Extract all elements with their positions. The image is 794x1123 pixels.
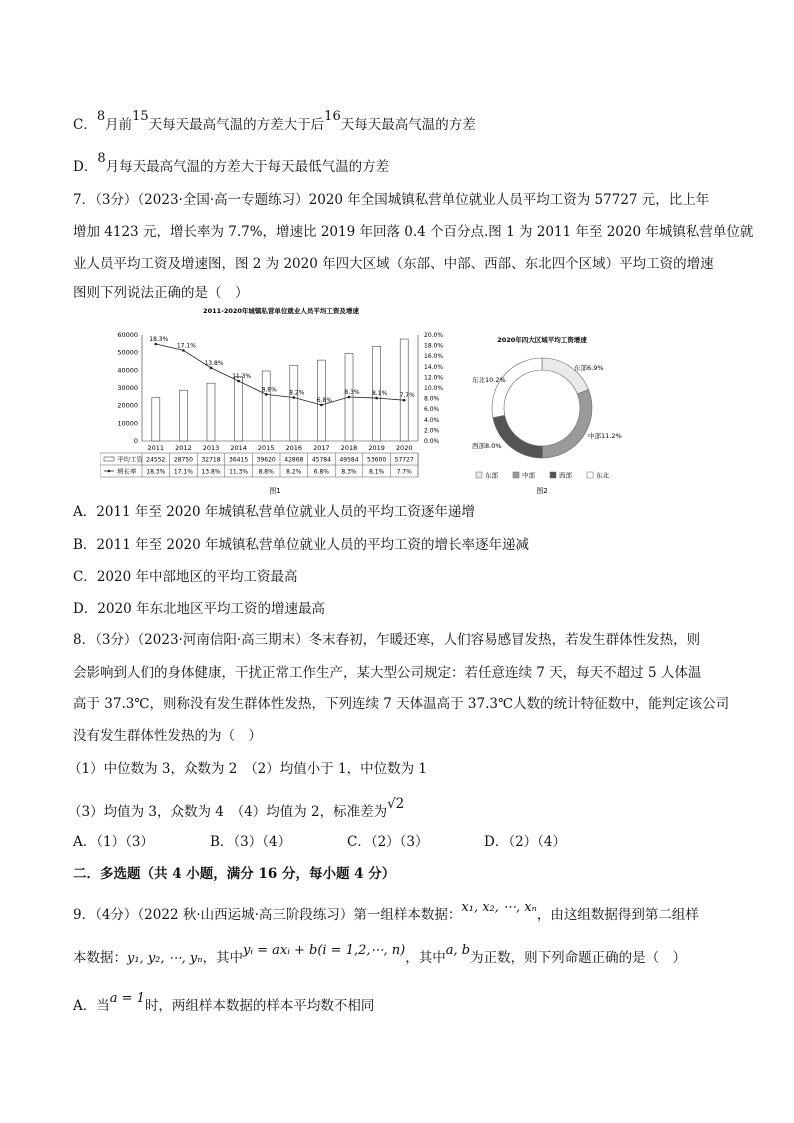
chart-1-category-label: 2011 <box>147 444 165 452</box>
chart-1-growth-label: 8.1% <box>371 390 388 398</box>
chart-1-category-label: 2020 <box>395 444 413 452</box>
section-heading-multiple-choice: 二．多选题（共 4 小题，满分 16 分，每小题 4 分） <box>73 866 396 882</box>
chart-1-caption: 图1 <box>269 487 281 495</box>
chart-1-growth-point <box>348 396 351 399</box>
q8-line-1: 8．（3分）（2023·河南信阳·高三期末）冬末春初，乍暖还寒，人们容易感冒发热，若发生群体性发热，则 <box>73 632 701 648</box>
chart-1-table-cell: 32718 <box>201 456 221 464</box>
q9-line-2: 本数据：y₁, y₂, ⋯, yₙ，其中yᵢ = axᵢ + b(i = 1,2,⋯, n)，其中a, b为正数，则下列命题正确的是（ ） <box>73 943 687 966</box>
chart-1-left-tick: 10000 <box>117 419 138 428</box>
chart-2-title: 2020年四大区域平均工资增速 <box>497 336 587 344</box>
chart-1-table-cell: 39620 <box>256 456 276 464</box>
chart-1-category-label: 2018 <box>340 444 358 452</box>
q8-line-3: 高于 37.3℃，则称没有发生群体性发热，下列连续 7 天体温高于 37.3℃人数的统计特征数中，能判定该公司 <box>73 696 730 712</box>
chart-2-slice-4 <box>492 358 542 418</box>
chart-1-growth-point <box>210 367 213 370</box>
chart-1-category-label: 2017 <box>313 444 330 452</box>
q7-option-d: D．2020 年东北地区平均工资的增速最高 <box>73 601 325 617</box>
chart-2-legend-swatch <box>476 472 482 478</box>
chart-1-right-tick: 14.0% <box>424 363 444 371</box>
chart-2-caption: 图2 <box>536 487 548 495</box>
chart-1-legend-line-dot <box>108 470 111 473</box>
chart-1-right-tick: 18.0% <box>424 342 444 350</box>
q9-option-a: A．当a = 1时，两组样本数据的样本平均数不相同 <box>73 991 375 1014</box>
chart-1-bar-wage <box>290 365 298 441</box>
q8-option-d: D．（2）（4） <box>484 834 567 850</box>
chart-1-table-cell: 57727 <box>394 456 414 464</box>
chart-2-legend-label: 东北 <box>596 471 609 480</box>
chart-1-table-cell: 45784 <box>311 456 331 464</box>
chart-1-bar-wage <box>262 371 270 441</box>
q8-option-b: B．（3）（4） <box>210 834 292 850</box>
chart-1-legend-bar-swatch <box>104 457 114 461</box>
chart-1-growth-label: 8.3% <box>344 389 360 397</box>
chart-2-slice-label: 西部8.0% <box>472 442 502 450</box>
chart-1-title: 2011-2020年城镇私营单位就业人员平均工资及增速 <box>203 307 359 315</box>
chart-1-bar-wage <box>400 339 408 441</box>
chart-1-table-cell: 8.8% <box>258 468 274 476</box>
chart-1-growth-label: 8.8% <box>261 386 277 394</box>
q7-option-a: A．2011 年至 2020 年城镇私营单位就业人员的平均工资逐年递增 <box>73 504 475 520</box>
chart-1-right-tick: 0.0% <box>424 438 440 445</box>
chart-1-left-tick: 40000 <box>117 366 138 375</box>
chart-1-left-tick: 50000 <box>117 348 138 357</box>
sqrt-two: √2 <box>387 796 405 812</box>
q8-options <box>73 832 566 852</box>
q7-line-4: 图则下列说法正确的是（ ） <box>73 285 249 301</box>
q6-option-c: C．8月前15天每天最高气温的方差大于后16天每天最高气温的方差 <box>73 109 476 133</box>
chart-1-bar-wage <box>207 383 215 441</box>
chart-1-growth-label: 7.7% <box>399 392 415 400</box>
q7-option-b: B．2011 年至 2020 年城镇私营单位就业人员的平均工资的增长率逐年递减 <box>73 537 530 553</box>
chart-1-table-cell: 17.1% <box>173 468 193 476</box>
q8-option-a: A．（1）（3） <box>73 834 154 850</box>
chart-1-wage-growth <box>100 303 462 498</box>
chart-2-slice-label: 东北10.2% <box>472 376 506 384</box>
chart-1-growth-label: 18.3% <box>149 336 169 344</box>
chart-1-category-label: 2013 <box>202 444 220 452</box>
q7-line-2: 增加 4123 元，增长率为 7.7%，增速比 2019 年回落 0.4 个百分点.图 1 为 2011 年至 2020 年城镇私营单位就 <box>73 224 754 240</box>
q8-line-4: 没有发生群体性发热的为（ ） <box>73 728 262 744</box>
chart-1-category-label: 2012 <box>175 444 192 452</box>
chart-1-left-tick: 30000 <box>117 384 138 392</box>
chart-1-table-cell: 53600 <box>367 456 387 464</box>
chart-1-right-tick: 2.0% <box>424 427 440 435</box>
chart-1-table-cell: 24552 <box>146 456 166 464</box>
chart-1-right-tick: 12.0% <box>424 374 444 382</box>
chart-1-table-cell: 11.3% <box>229 468 249 476</box>
chart-1-growth-point <box>155 343 158 346</box>
chart-1-right-tick: 8.0% <box>424 395 440 403</box>
chart-1-growth-label: 11.3% <box>232 373 252 381</box>
chart-1-bar-wage <box>235 377 243 441</box>
chart-1-right-tick: 4.0% <box>424 416 440 424</box>
chart-2-legend-swatch <box>513 472 519 478</box>
chart-1-table-cell: 8.3% <box>341 468 357 476</box>
chart-1-right-tick: 10.0% <box>424 385 444 392</box>
chart-1-bar-wage <box>152 398 160 441</box>
chart-1-table-cell: 8.2% <box>286 468 302 476</box>
q7-option-c: C．2020 年中部地区的平均工资最高 <box>73 569 298 585</box>
q6-option-d: D．8月每天最高气温的方差大于每天最低气温的方差 <box>73 151 390 175</box>
chart-1-table-cell: 28750 <box>173 456 193 464</box>
chart-1-table-cell: 49584 <box>339 456 359 464</box>
chart-1-table-cell: 7.7% <box>396 468 412 476</box>
chart-1-category-label: 2016 <box>285 444 303 452</box>
chart-1-growth-point <box>265 393 268 396</box>
chart-1-growth-label: 6.8% <box>316 396 333 404</box>
q8-line-2: 会影响到人们的身体健康，干扰正常工作生产，某大型公司规定：若任意连续 7 天，每天不超过 5 人体温 <box>73 665 702 681</box>
chart-1-table-cell: 8.1% <box>368 468 385 476</box>
chart-1-table-cell: 13.8% <box>201 468 221 476</box>
chart-1-left-tick: 0 <box>133 437 138 445</box>
chart-2-legend-swatch <box>587 472 593 478</box>
q7-line-1: 7．（3分）（2023·全国·高一专题练习）2020 年全国城镇私营单位就业人员平均工资为 57727 元，比上年 <box>73 192 710 208</box>
chart-1-category-label: 2015 <box>257 444 275 452</box>
q8-conditions-1-2: （1）中位数为 3，众数为 2 （2）均值小于 1，中位数为 1 <box>68 761 427 777</box>
chart-1-left-tick: 60000 <box>117 331 138 339</box>
chart-2-slice-label: 中部11.2% <box>588 432 622 440</box>
chart-1-growth-point <box>293 396 296 399</box>
chart-1-table-cell: 42868 <box>284 456 304 464</box>
chart-2-slice-label: 东部6.9% <box>574 364 604 372</box>
chart-1-right-tick: 16.0% <box>424 353 444 361</box>
chart-1-bar-wage <box>179 390 187 441</box>
chart-1-category-label: 2014 <box>230 444 247 452</box>
chart-1-right-tick: 6.0% <box>424 406 440 414</box>
chart-1-table-row-label: 平均工资 <box>117 455 143 464</box>
chart-1-growth-point <box>182 349 185 352</box>
chart-1-table-cell: 6.8% <box>313 468 330 476</box>
q9-line-1: 9．（4分）（2022 秋·山西运城·高三阶段练习）第一组样本数据：x₁, x₂, ⋯, xₙ，由这组数据得到第二组样 <box>73 900 699 923</box>
chart-1-table-cell: 36415 <box>229 456 249 464</box>
chart-1-right-tick: 20.0% <box>424 332 444 339</box>
q7-line-3: 业人员平均工资及增速图，图 2 为 2020 年四大区域（东部、中部、西部、东北四个区域）平均工资的增速 <box>73 256 714 272</box>
chart-1-growth-line <box>156 344 404 405</box>
chart-1-left-tick: 20000 <box>117 401 138 410</box>
chart-1-growth-point <box>320 404 323 407</box>
chart-1-growth-point <box>237 380 240 383</box>
chart-1-table-cell: 18.3% <box>146 468 166 476</box>
chart-1-table-row-label: 增长率 <box>117 467 137 476</box>
chart-2-legend-label: 中部 <box>522 471 535 480</box>
chart-1-growth-label: 8.2% <box>289 389 305 397</box>
chart-1-category-label: 2019 <box>368 444 385 452</box>
chart-1-growth-point <box>403 399 406 402</box>
chart-1-growth-label: 13.8% <box>204 359 224 367</box>
chart-2-legend-label: 西部 <box>559 471 572 480</box>
q8-conditions-3-4: （3）均值为 3，众数为 4 （4）均值为 2，标准差为√2 <box>68 796 405 820</box>
chart-2-legend-label: 东部 <box>485 471 498 480</box>
chart-1-growth-label: 17.1% <box>176 342 196 350</box>
chart-2-regional-growth-donut <box>462 332 638 498</box>
q8-option-c: C．（2）（3） <box>347 834 429 850</box>
chart-2-slice-3 <box>493 415 542 458</box>
chart-2-legend-swatch <box>550 472 556 478</box>
chart-1-growth-point <box>375 397 378 400</box>
chart-2-slice-2 <box>542 390 592 458</box>
